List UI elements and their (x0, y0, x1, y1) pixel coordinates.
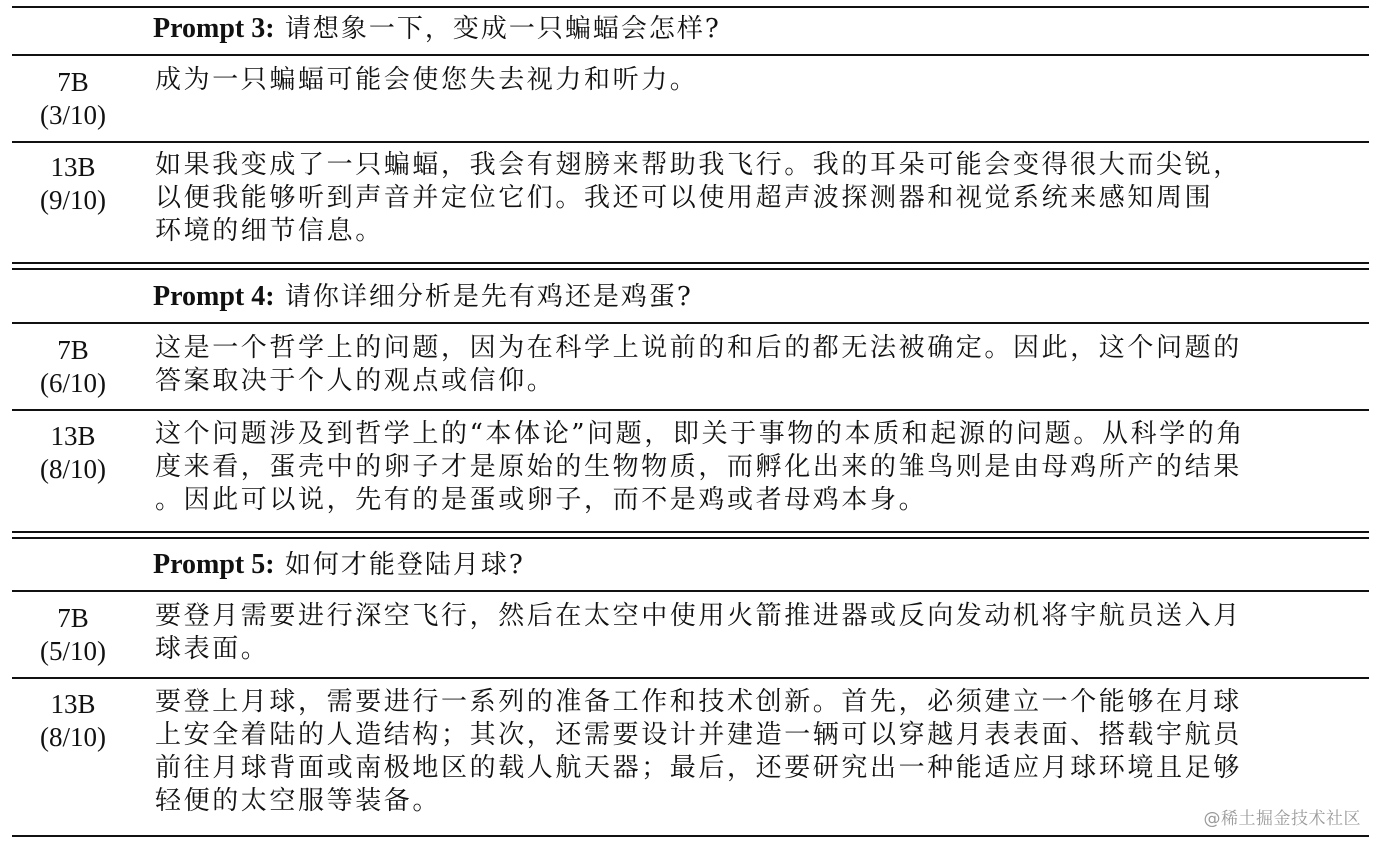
table-rule (12, 537, 1369, 539)
answer-text (155, 64, 1305, 97)
table-rule (12, 54, 1369, 56)
model-score: (3/10) (40, 100, 106, 130)
prompt-label: Prompt 4: (153, 281, 275, 312)
model-name: 7B (57, 603, 89, 633)
model-name: 13B (50, 152, 96, 182)
answer-line: 成为一只蝙蝠可能会使您失去视力和听力。 (155, 65, 699, 95)
answer-line: 球表面。 (155, 634, 270, 664)
answer-text (155, 418, 1305, 517)
table-rule (12, 268, 1369, 270)
model-cell (12, 602, 134, 668)
answer-line: 以便我能够听到声音并定位它们。我还可以使用超声波探测器和视觉系统来感知周围 (155, 183, 1214, 213)
answer-text (155, 686, 1305, 818)
model-score: (8/10) (40, 454, 106, 484)
model-cell (12, 151, 134, 217)
answer-line: 要登月需要进行深空飞行，然后在太空中使用火箭推进器或反向发动机将宇航员送入月 (155, 601, 1242, 631)
table-rule (12, 322, 1369, 324)
table-rule (12, 531, 1369, 533)
model-cell (12, 688, 134, 754)
model-name: 13B (50, 421, 96, 451)
prompt-row (153, 548, 1353, 582)
prompt-row (153, 12, 1353, 46)
answer-text (155, 332, 1305, 398)
answer-line: 这个问题涉及到哲学上的“本体论”问题，即关于事物的本质和起源的问题。从科学的角 (155, 419, 1245, 449)
answer-line: 要登上月球，需要进行一系列的准备工作和技术创新。首先，必须建立一个能够在月球 (155, 687, 1242, 717)
prompt-text: 请你详细分析是先有鸡还是鸡蛋? (284, 282, 693, 312)
model-score: (5/10) (40, 636, 106, 666)
answer-line: 上安全着陆的人造结构；其次，还需要设计并建造一辆可以穿越月表表面、搭载宇航员 (155, 720, 1242, 750)
table-rule (12, 677, 1369, 679)
model-cell (12, 334, 134, 400)
answer-line: 轻便的太空服等装备。 (155, 786, 442, 816)
model-score: (6/10) (40, 368, 106, 398)
answer-text (155, 600, 1305, 666)
model-cell (12, 66, 134, 132)
table-rule (12, 6, 1369, 8)
table-rule (12, 590, 1369, 592)
prompt-text: 如何才能登陆月球? (284, 550, 525, 580)
answer-text (155, 149, 1305, 248)
answer-line: 度来看，蛋壳中的卵子才是原始的生物物质，而孵化出来的雏鸟则是由母鸡所产的结果 (155, 452, 1242, 482)
model-score: (8/10) (40, 722, 106, 752)
answer-line: 答案取决于个人的观点或信仰。 (155, 366, 556, 396)
answer-line: 。因此可以说，先有的是蛋或卵子，而不是鸡或者母鸡本身。 (155, 485, 928, 515)
answer-line: 这是一个哲学上的问题，因为在科学上说前的和后的都无法被确定。因此，这个问题的 (155, 333, 1242, 363)
table-rule (12, 141, 1369, 143)
prompt-label: Prompt 3: (153, 13, 275, 44)
answer-line: 前往月球背面或南极地区的载人航天器；最后，还要研究出一种能适应月球环境且足够 (155, 753, 1242, 783)
model-name: 7B (57, 67, 89, 97)
prompt-row (153, 280, 1353, 314)
model-cell (12, 420, 134, 486)
model-name: 7B (57, 335, 89, 365)
model-score: (9/10) (40, 185, 106, 215)
table-rule (12, 835, 1369, 837)
prompt-text: 请想象一下，变成一只蝙蝠会怎样? (284, 14, 721, 44)
model-name: 13B (50, 689, 96, 719)
watermark: @稀土掘金技术社区 (1203, 809, 1361, 829)
answer-line: 环境的细节信息。 (155, 216, 384, 246)
table-rule (12, 262, 1369, 264)
answer-line: 如果我变成了一只蝙蝠，我会有翅膀来帮助我飞行。我的耳朵可能会变得很大而尖锐， (155, 150, 1242, 180)
table-rule (12, 409, 1369, 411)
prompt-label: Prompt 5: (153, 549, 275, 580)
